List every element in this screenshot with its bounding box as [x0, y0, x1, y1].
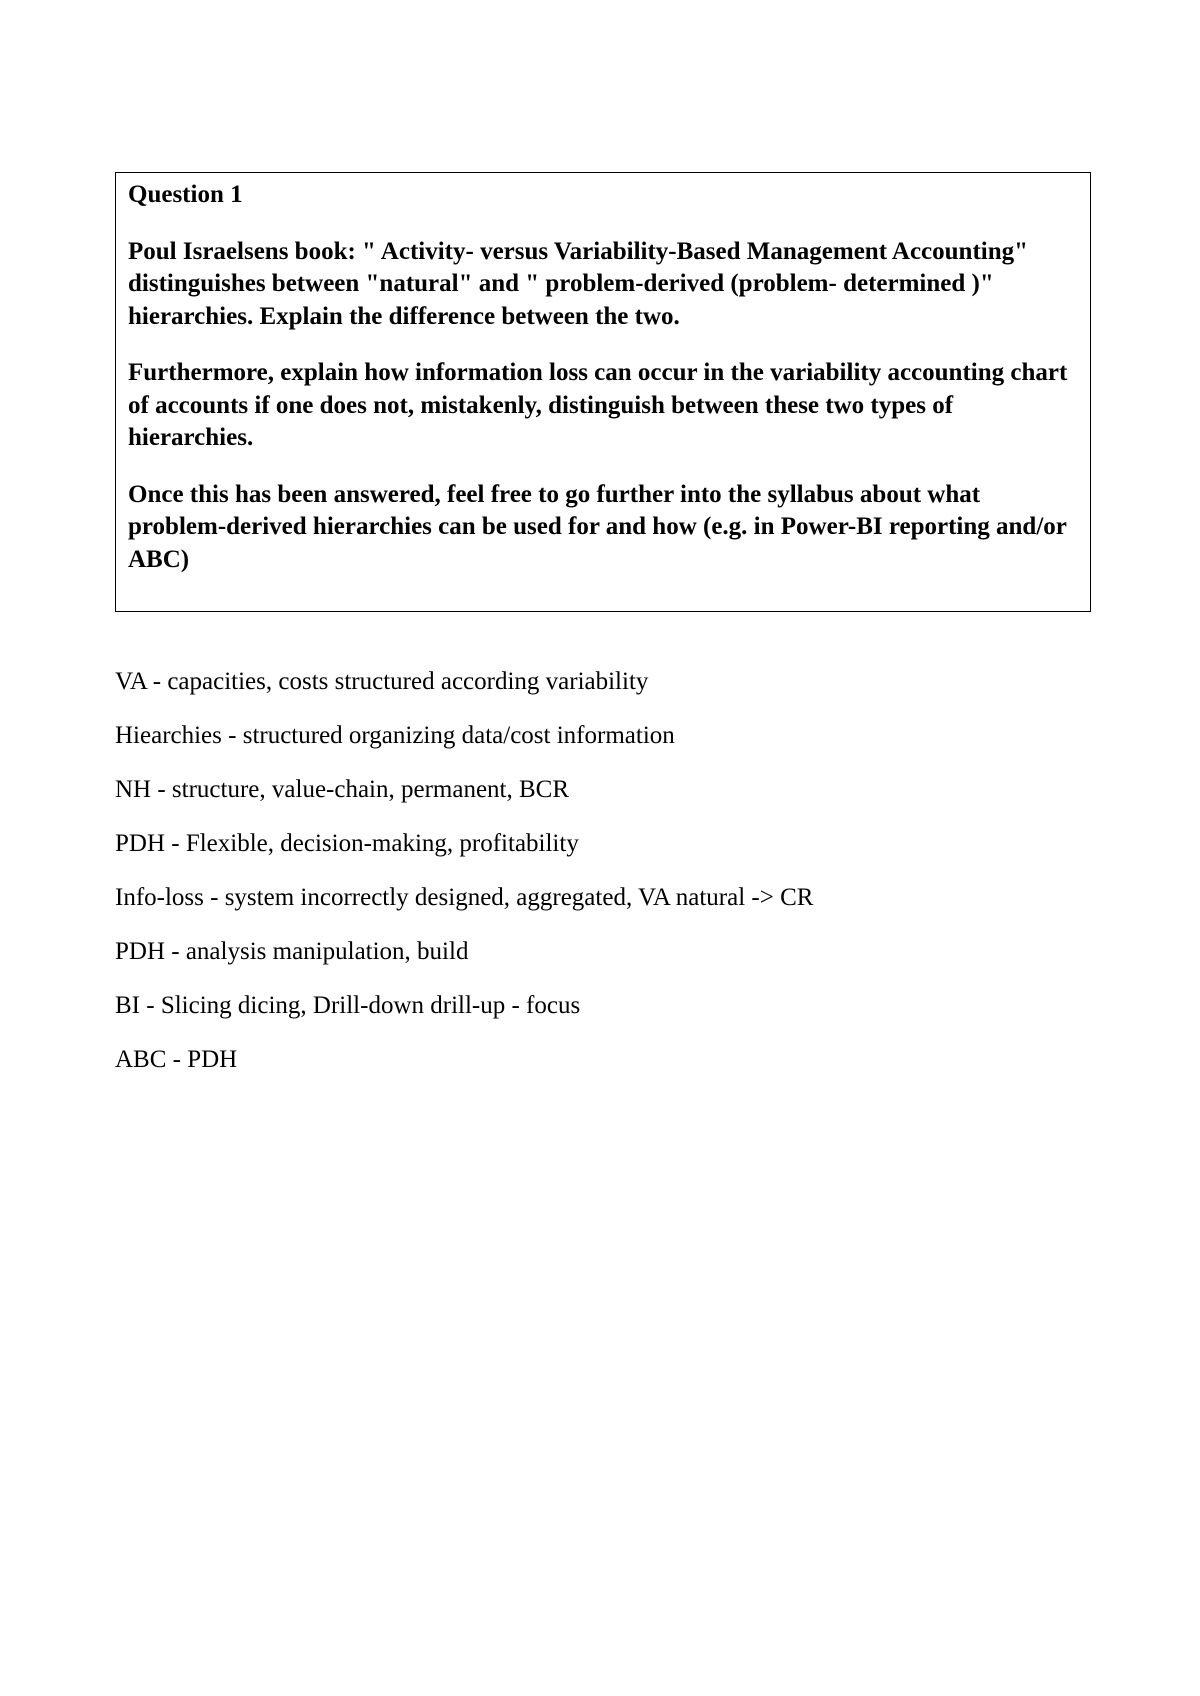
- note-line: Hiearchies - structured organizing data/cost information: [115, 722, 675, 749]
- answer-notes: [115, 666, 1095, 1098]
- note-line: PDH - analysis manipulation, build: [115, 938, 469, 965]
- question-paragraph: Once this has been answered, feel free to go further into the syllabus about what problem-derived hierarchies can be used for and how (e.g. in Power-BI reporting and/or ABC): [128, 480, 1067, 573]
- question-paragraph: Poul Israelsens book: " Activity- versus Variability-Based Management Accounting" distinguishes between "natural" and " problem-derived (problem- determined )" hierarchies. Explain the difference between the two.: [128, 237, 1028, 330]
- note-line: BI - Slicing dicing, Drill-down drill-up - focus: [115, 992, 581, 1019]
- note-line: NH - structure, value-chain, permanent, BCR: [115, 776, 570, 803]
- note-line: ABC - PDH: [115, 1046, 238, 1073]
- question-title: Question 1: [128, 181, 243, 208]
- question-paragraph: Furthermore, explain how information loss can occur in the variability accounting chart of accounts if one does not, mistakenly, distinguish between these two types of hierarchies.: [128, 359, 1068, 451]
- note-line: VA - capacities, costs structured according variability: [115, 668, 649, 695]
- note-line: PDH - Flexible, decision-making, profitability: [115, 830, 579, 857]
- question-box: [115, 172, 1091, 612]
- note-line: Info-loss - system incorrectly designed, aggregated, VA natural -> CR: [115, 884, 814, 911]
